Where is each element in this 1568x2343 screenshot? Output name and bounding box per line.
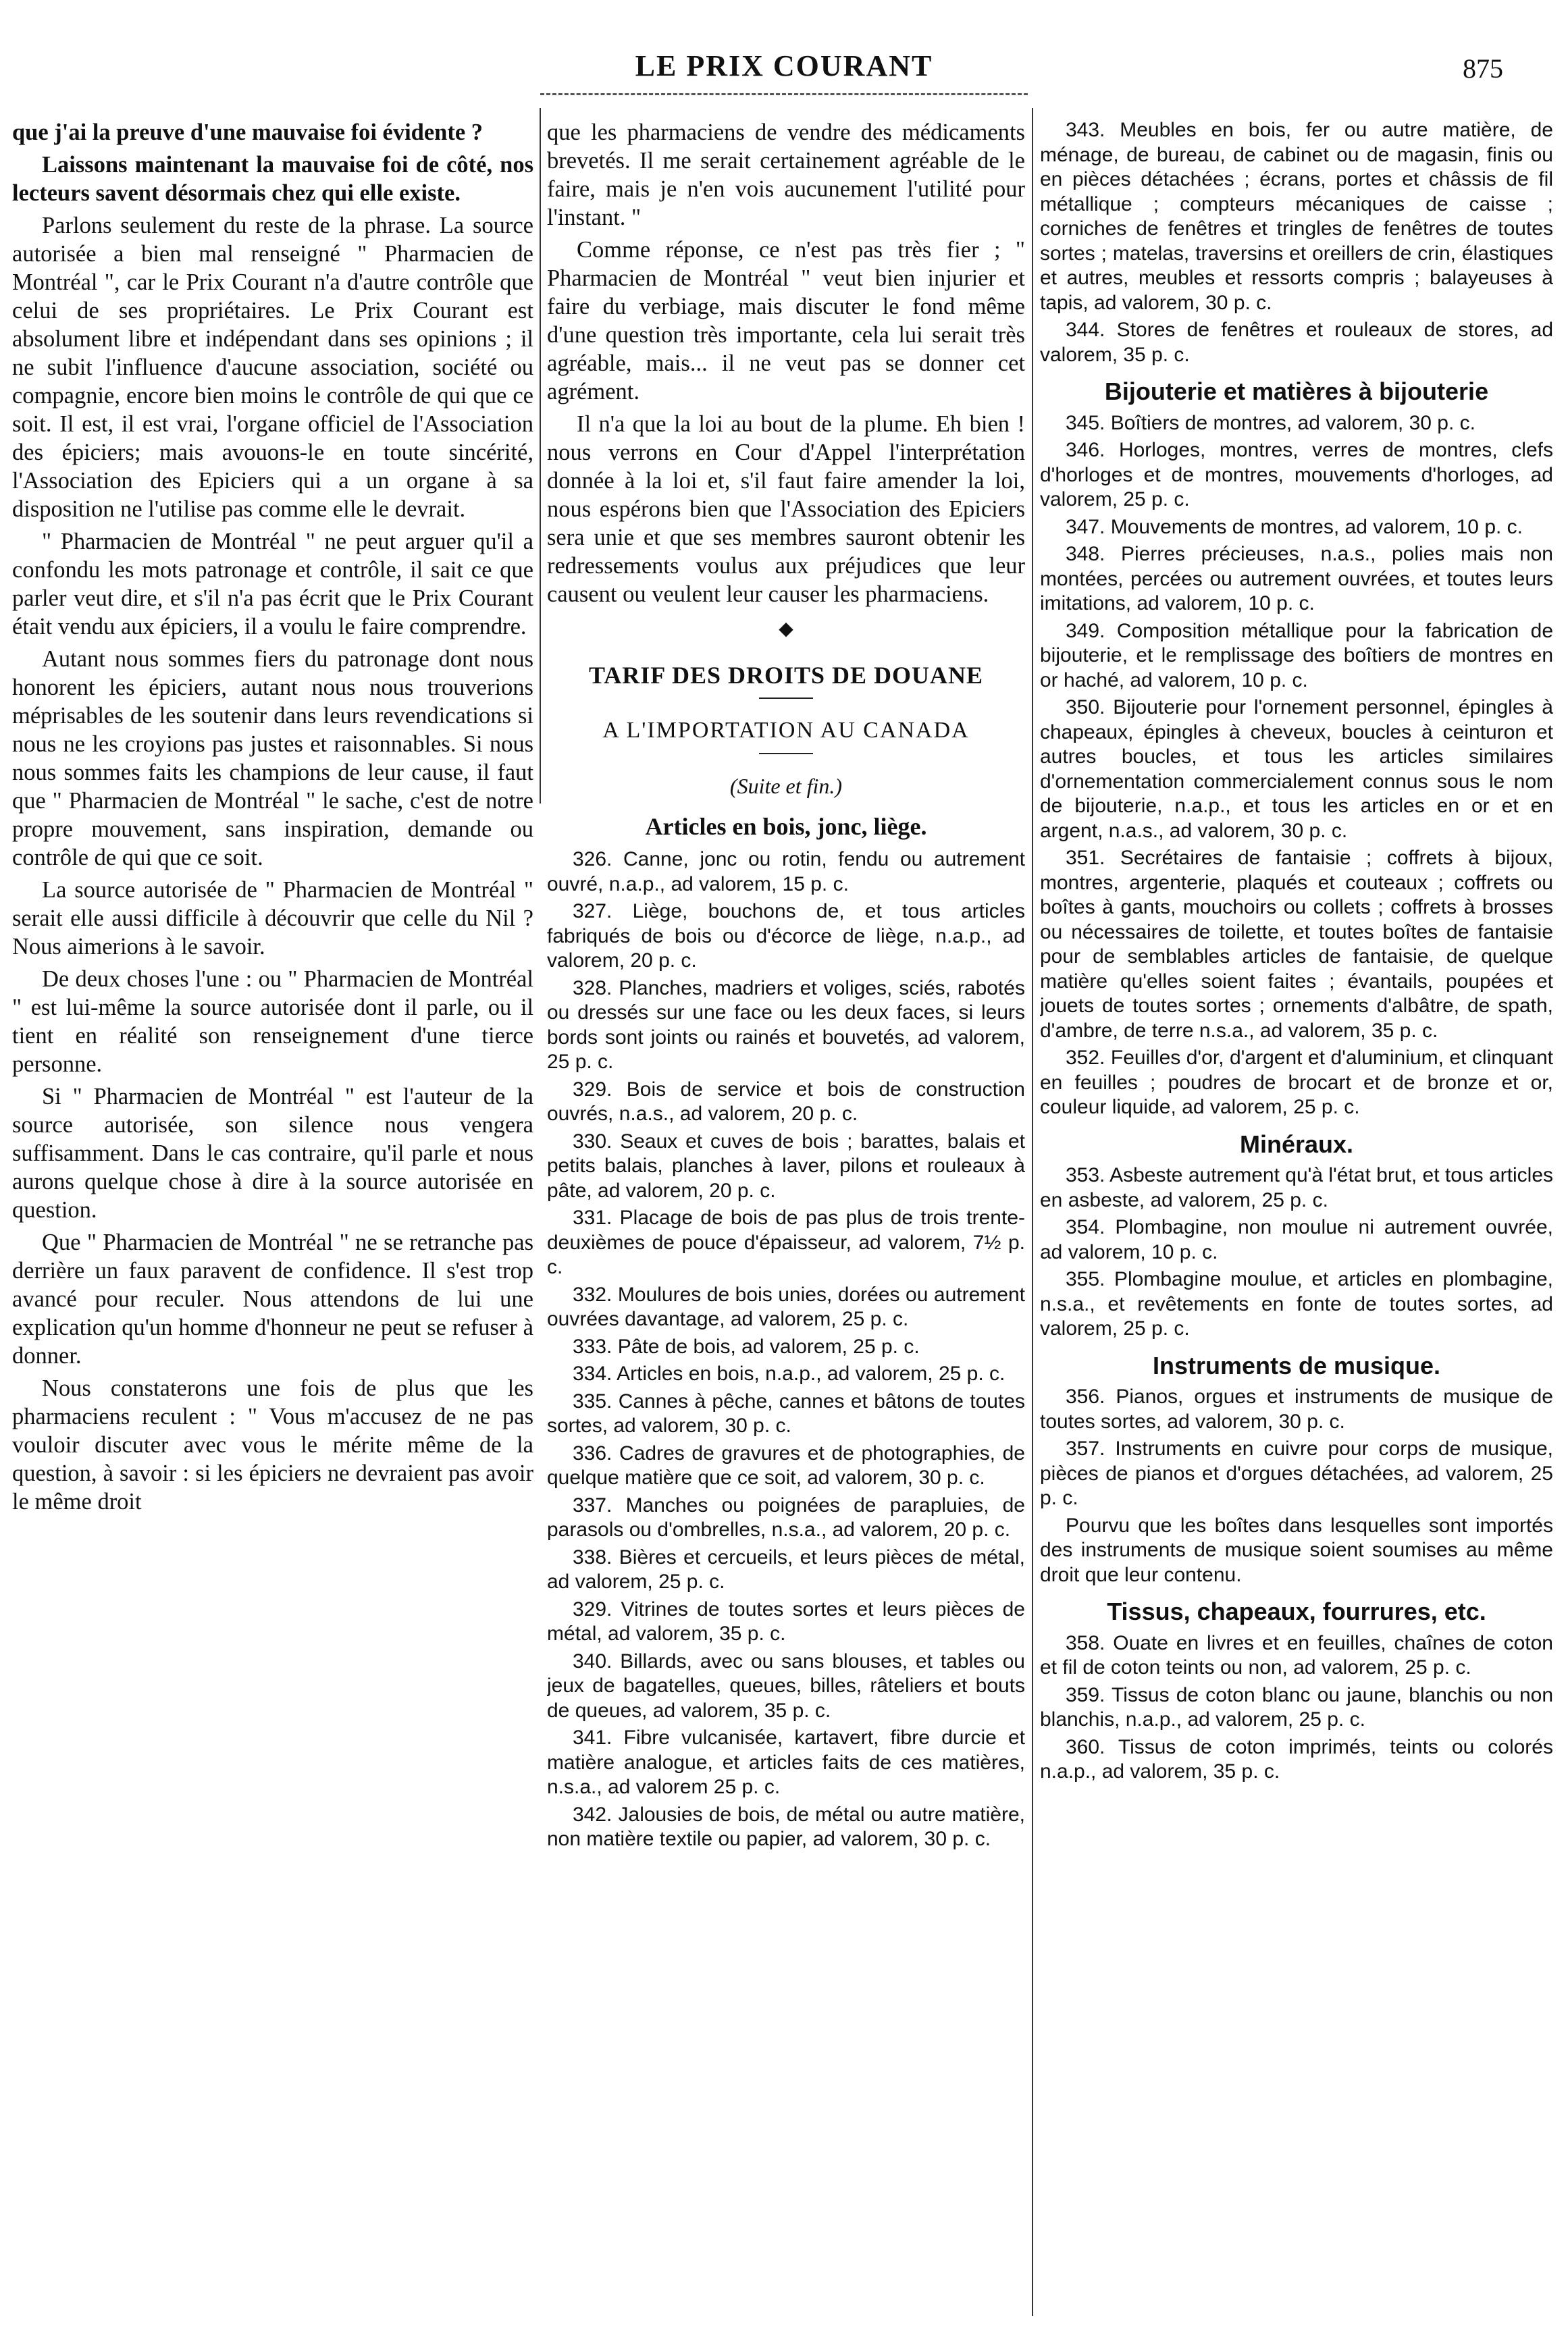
tariff-item: 336. Cadres de gravures et de photographies, de quelque matière que ce soit, ad valorem, 30 p. c. bbox=[547, 1442, 1025, 1489]
tariff-items-wood bbox=[547, 847, 1025, 1852]
tariff-item: 333. Pâte de bois, ad valorem, 25 p. c. bbox=[573, 1335, 920, 1358]
tariff-item: 351. Secrétaires de fantaisie ; coffrets à bijoux, montres, argenterie, plaqués et couteaux ; coffrets ou boîtes à gants, mouchoirs ou collets ; coffrets à brosses ou nécessaires de toilette, et toutes boîtes de fantaisie pour de semblables articles de fantaisie, de quelque matière qu'elles soient faites ; évantails, poupées et jouets de toutes sortes ; ornements d'albâtre, de spath, d'ambre, de terre n.s.a., ad valorem, 35 p. c. bbox=[1040, 847, 1553, 1042]
page-number: 875 bbox=[1463, 53, 1503, 84]
section-heading-music: Instruments de musique. bbox=[1152, 1351, 1441, 1379]
tariff-item: 340. Billards, avec ou sans blouses, et tables ou jeux de bagatelles, queues, billes, râteliers et bouts de queues, ad valorem, 35 p. c. bbox=[547, 1650, 1025, 1722]
tarif-note: (Suite et fin.) bbox=[729, 774, 843, 798]
tariff-item: 341. Fibre vulcanisée, kartavert, fibre durcie et matière analogue, et articles faits de ces matières, n.s.a., ad valorem 25 p. c. bbox=[547, 1727, 1025, 1798]
tariff-item: 354. Plombagine, non moulue ni autrement ouvrée, ad valorem, 10 p. c. bbox=[1040, 1216, 1553, 1263]
paragraph: Que " Pharmacien de Montréal " ne se retranche pas derrière un faux paravent de confidence. Il s'est trop avancé pour reculer. Nous attendons de lui une explication qu'un homme d'honneur ne peut se refuser à donner. bbox=[12, 1230, 533, 1369]
paragraph: Si " Pharmacien de Montréal " est l'auteur de la source autorisée, son silence nous vengera suffisamment. Dans le cas contraire, qu'il parle et nous aurons quelque chose à dire à la source autorisée en question. bbox=[12, 1084, 533, 1223]
short-rule bbox=[759, 753, 813, 754]
section-heading-jewelry: Bijouterie et matières à bijouterie bbox=[1104, 377, 1489, 405]
tariff-item: 337. Manches ou poignées de parapluies, de parasols ou d'ombrelles, n.s.a., ad valorem, 20 p. c. bbox=[547, 1494, 1025, 1541]
paragraph: Laissons maintenant la mauvaise foi de côté, nos lecteurs savent désormais chez qui elle existe. bbox=[12, 152, 533, 206]
tariff-item: 335. Cannes à pêche, cannes et bâtons de toutes sortes, ad valorem, 30 p. c. bbox=[547, 1390, 1025, 1437]
tariff-item: 332. Moulures de bois unies, dorées ou autrement ouvrées davantage, ad valorem, 25 p. c. bbox=[547, 1283, 1025, 1330]
paragraph: que les pharmaciens de vendre des médicaments brevetés. Il me serait certainement agréable de le faire, mais je n'en vois aucunement l'utilité pour l'instant. " bbox=[547, 120, 1025, 230]
tariff-item: 347. Mouvements de montres, ad valorem, 10 p. c. bbox=[1066, 515, 1523, 538]
paragraph: Comme réponse, ce n'est pas très fier ; " Pharmacien de Montréal " veut bien injurier et faire du verbiage, mais discuter le fond même d'une question très importante, cela lui serait très agréable, mais... il ne veut pas se donner cet agrément. bbox=[547, 237, 1025, 404]
tariff-item: 352. Feuilles d'or, d'argent et d'aluminium, et clinquant en feuilles ; poudres de brocart et de bronze et or, couleur liquide, ad valorem, 25 p. c. bbox=[1040, 1047, 1553, 1118]
tariff-item: 344. Stores de fenêtres et rouleaux de stores, ad valorem, 35 p. c. bbox=[1040, 319, 1553, 366]
tarif-title: TARIF DES DROITS DE DOUANE bbox=[588, 662, 984, 689]
column-divider-left bbox=[540, 108, 541, 804]
paragraph: Il n'a que la loi au bout de la plume. Eh bien ! nous verrons en Cour d'Appel l'interprétation donnée à la loi et, s'il faut faire amender la loi, nous espérons bien que l'Association des Epiciers sera unie et que ses membres sauront obtenir les redressements voulus aux préjudices que leur causent ou veulent leur causer les pharmaciens. bbox=[547, 411, 1025, 607]
diamond-ornament-icon: ◆ bbox=[779, 618, 793, 639]
column-divider-right bbox=[1032, 108, 1033, 2316]
page-title: LE PRIX COURANT bbox=[635, 49, 933, 82]
tariff-item: 358. Ouate en livres et en feuilles, chaînes de coton et fil de coton teints ou non, ad valorem, 25 p. c. bbox=[1040, 1631, 1553, 1679]
tariff-item: 330. Seaux et cuves de bois ; barattes, balais et petits balais, planches à laver, pilons et rouleaux à pâte, ad valorem, 20 p. c. bbox=[547, 1130, 1025, 1202]
paragraph: La source autorisée de " Pharmacien de Montréal " serait elle aussi difficile à découvrir que celle du Nil ? Nous aimerions à le savoir. bbox=[12, 877, 533, 959]
tariff-item: 343. Meubles en bois, fer ou autre matière, de ménage, de bureau, de cabinet ou de magasin, finis ou en pièces détachées ; écrans, portes et châssis de fil métallique ; compteurs mécaniques de caisse ; corniches de fenêtres et tringles de fenêtres de toutes sortes ; matelas, traversins et oreillers de crin, élastiques et autres, meubles et ressorts compris ; balayeuses à tapis, ad valorem, 30 p. c. bbox=[1040, 119, 1553, 314]
tariff-item: 357. Instruments en cuivre pour corps de musique, pièces de pianos et d'orgues détachées, ad valorem, 25 p. c. bbox=[1040, 1438, 1553, 1509]
tariff-item: 349. Composition métallique pour la fabrication de bijouterie, et le remplissage des boîtiers de montres en or haché, ad valorem, 10 p. c. bbox=[1040, 619, 1553, 691]
paragraph: Nous constaterons une fois de plus que les pharmaciens reculent : " Vous m'accusez de ne pas vouloir discuter avec vous le mérite même de la question, à savoir : si les épiciers ne devraient pas avoir le même droit bbox=[12, 1375, 533, 1515]
section-heading-minerals: Minéraux. bbox=[1239, 1130, 1354, 1158]
paragraph: Parlons seulement du reste de la phrase. La source autorisée a bien mal renseigné " Pharmacien de Montréal ", car le Prix Courant n'a d'autre contrôle que celui de ses propriétaires. Le Prix Courant est absolument libre et indépendant dans ses opinions ; il ne subit l'influence d'aucune association, société ou compagnie, encore bien moins le contrôle de qui que ce soit. Il est, il est vrai, l'organe officiel de l'Association des épiciers; mais avouons-le en toute sincérité, l'Association des Epiciers qui a un organe à sa disposition ne l'utilise pas comme elle le devrait. bbox=[12, 213, 533, 522]
tariff-item: 328. Planches, madriers et voliges, sciés, rabotés ou dressés sur une face ou les deux faces, si leurs bords sont joints ou rainés et bouvetés, ad valorem, 25 p. c. bbox=[547, 976, 1025, 1073]
tariff-item: 327. Liège, bouchons de, et tous articles fabriqués de bois ou d'écorce de liège, n.a.p., ad valorem, 20 p. c. bbox=[547, 900, 1025, 972]
paragraph: Autant nous sommes fiers du patronage dont nous honorent les épiciers, autant nous nous trouverions méprisables de les soutenir dans leurs revendications si nous ne les croyions pas justes et raisonnables. Si nous nous sommes faits les champions de leur cause, il faut que " Pharmacien de Montréal " le sache, c'est de notre propre mouvement, sans inspiration, demande ou contrôle de qui que ce soit. bbox=[12, 646, 533, 870]
tariff-item: 334. Articles en bois, n.a.p., ad valorem, 25 p. c. bbox=[573, 1363, 1005, 1385]
right-column bbox=[1040, 118, 1553, 2316]
tariff-item: 356. Pianos, orgues et instruments de musique de toutes sortes, ad valorem, 30 p. c. bbox=[1040, 1386, 1553, 1433]
paragraph: " Pharmacien de Montréal " ne peut arguer qu'il a confondu les mots patronage et contrôle, il sait ce que parler veut dire, et s'il n'a pas écrit que le Prix Courant était vendu aux épiciers, il a voulu le faire comprendre. bbox=[12, 529, 533, 639]
tariff-item: 360. Tissus de coton imprimés, teints ou colorés n.a.p., ad valorem, 35 p. c. bbox=[1040, 1735, 1553, 1783]
tariff-item: 329. Vitrines de toutes sortes et leurs pièces de métal, ad valorem, 35 p. c. bbox=[547, 1598, 1025, 1645]
header-rule bbox=[540, 93, 1028, 95]
section-heading-wood: Articles en bois, jonc, liège. bbox=[645, 813, 927, 840]
tariff-item: 359. Tissus de coton blanc ou jaune, blanchis ou non blanchis, n.a.p., ad valorem, 25 p. c. bbox=[1040, 1683, 1553, 1731]
tariff-item: 345. Boîtiers de montres, ad valorem, 30 p. c. bbox=[1066, 411, 1475, 434]
tariff-item: 331. Placage de bois de pas plus de trois trente-deuxièmes de pouce d'épaisseur, ad valorem, 7½ p. c. bbox=[547, 1207, 1025, 1278]
short-rule bbox=[759, 697, 813, 699]
paragraph: que j'ai la preuve d'une mauvaise foi évidente ? bbox=[12, 120, 484, 145]
tariff-item: 346. Horloges, montres, verres de montres, clefs d'horloges et de montres, mouvements d'horloges, ad valorem, 25 p. c. bbox=[1040, 439, 1553, 510]
tariff-item: 355. Plombagine moulue, et articles en plombagine, n.s.a., et revêtements en fonte de toutes sortes, ad valorem, 25 p. c. bbox=[1040, 1268, 1553, 1340]
left-column bbox=[12, 118, 533, 2316]
paragraph: De deux choses l'une : ou " Pharmacien de Montréal " est lui-même la source autorisée dont il parle, ou il tient en réalité son renseignement d'une tierce personne. bbox=[12, 966, 533, 1077]
tariff-item: 348. Pierres précieuses, n.a.s., polies mais non montées, percées ou autrement ouvrées, et toutes leurs imitations, ad valorem, 10 p. c. bbox=[1040, 543, 1553, 614]
tarif-subtitle: A L'IMPORTATION AU CANADA bbox=[602, 718, 970, 743]
middle-column bbox=[547, 118, 1025, 2316]
tariff-item: 342. Jalousies de bois, de métal ou autre matière, non matière textile ou papier, ad valorem, 30 p. c. bbox=[547, 1803, 1025, 1850]
tariff-item: 353. Asbeste autrement qu'à l'état brut, et tous articles en asbeste, ad valorem, 25 p. c. bbox=[1040, 1164, 1553, 1211]
tariff-item: 350. Bijouterie pour l'ornement personnel, épingles à chapeaux, épingles à cheveux, boucles à ceinturon et autres boucles, et tous les articles similaires d'ornementation commercialement connus sous le nom de bijouterie, n.a.p., et tous les articles en or et en argent, n.a.s., ad valorem, 30 p. c. bbox=[1040, 696, 1553, 842]
tariff-item: 326. Canne, jonc ou rotin, fendu ou autrement ouvré, n.a.p., ad valorem, 15 p. c. bbox=[547, 848, 1025, 895]
section-heading-textiles: Tissus, chapeaux, fourrures, etc. bbox=[1107, 1598, 1486, 1625]
tariff-note: Pourvu que les boîtes dans lesquelles sont importés des instruments de musique soient soumises au même droit que leur contenu. bbox=[1040, 1514, 1553, 1586]
tariff-item: 338. Bières et cercueils, et leurs pièces de métal, ad valorem, 25 p. c. bbox=[547, 1546, 1025, 1593]
tariff-item: 329. Bois de service et bois de construction ouvrés, n.a.s., ad valorem, 20 p. c. bbox=[547, 1078, 1025, 1125]
